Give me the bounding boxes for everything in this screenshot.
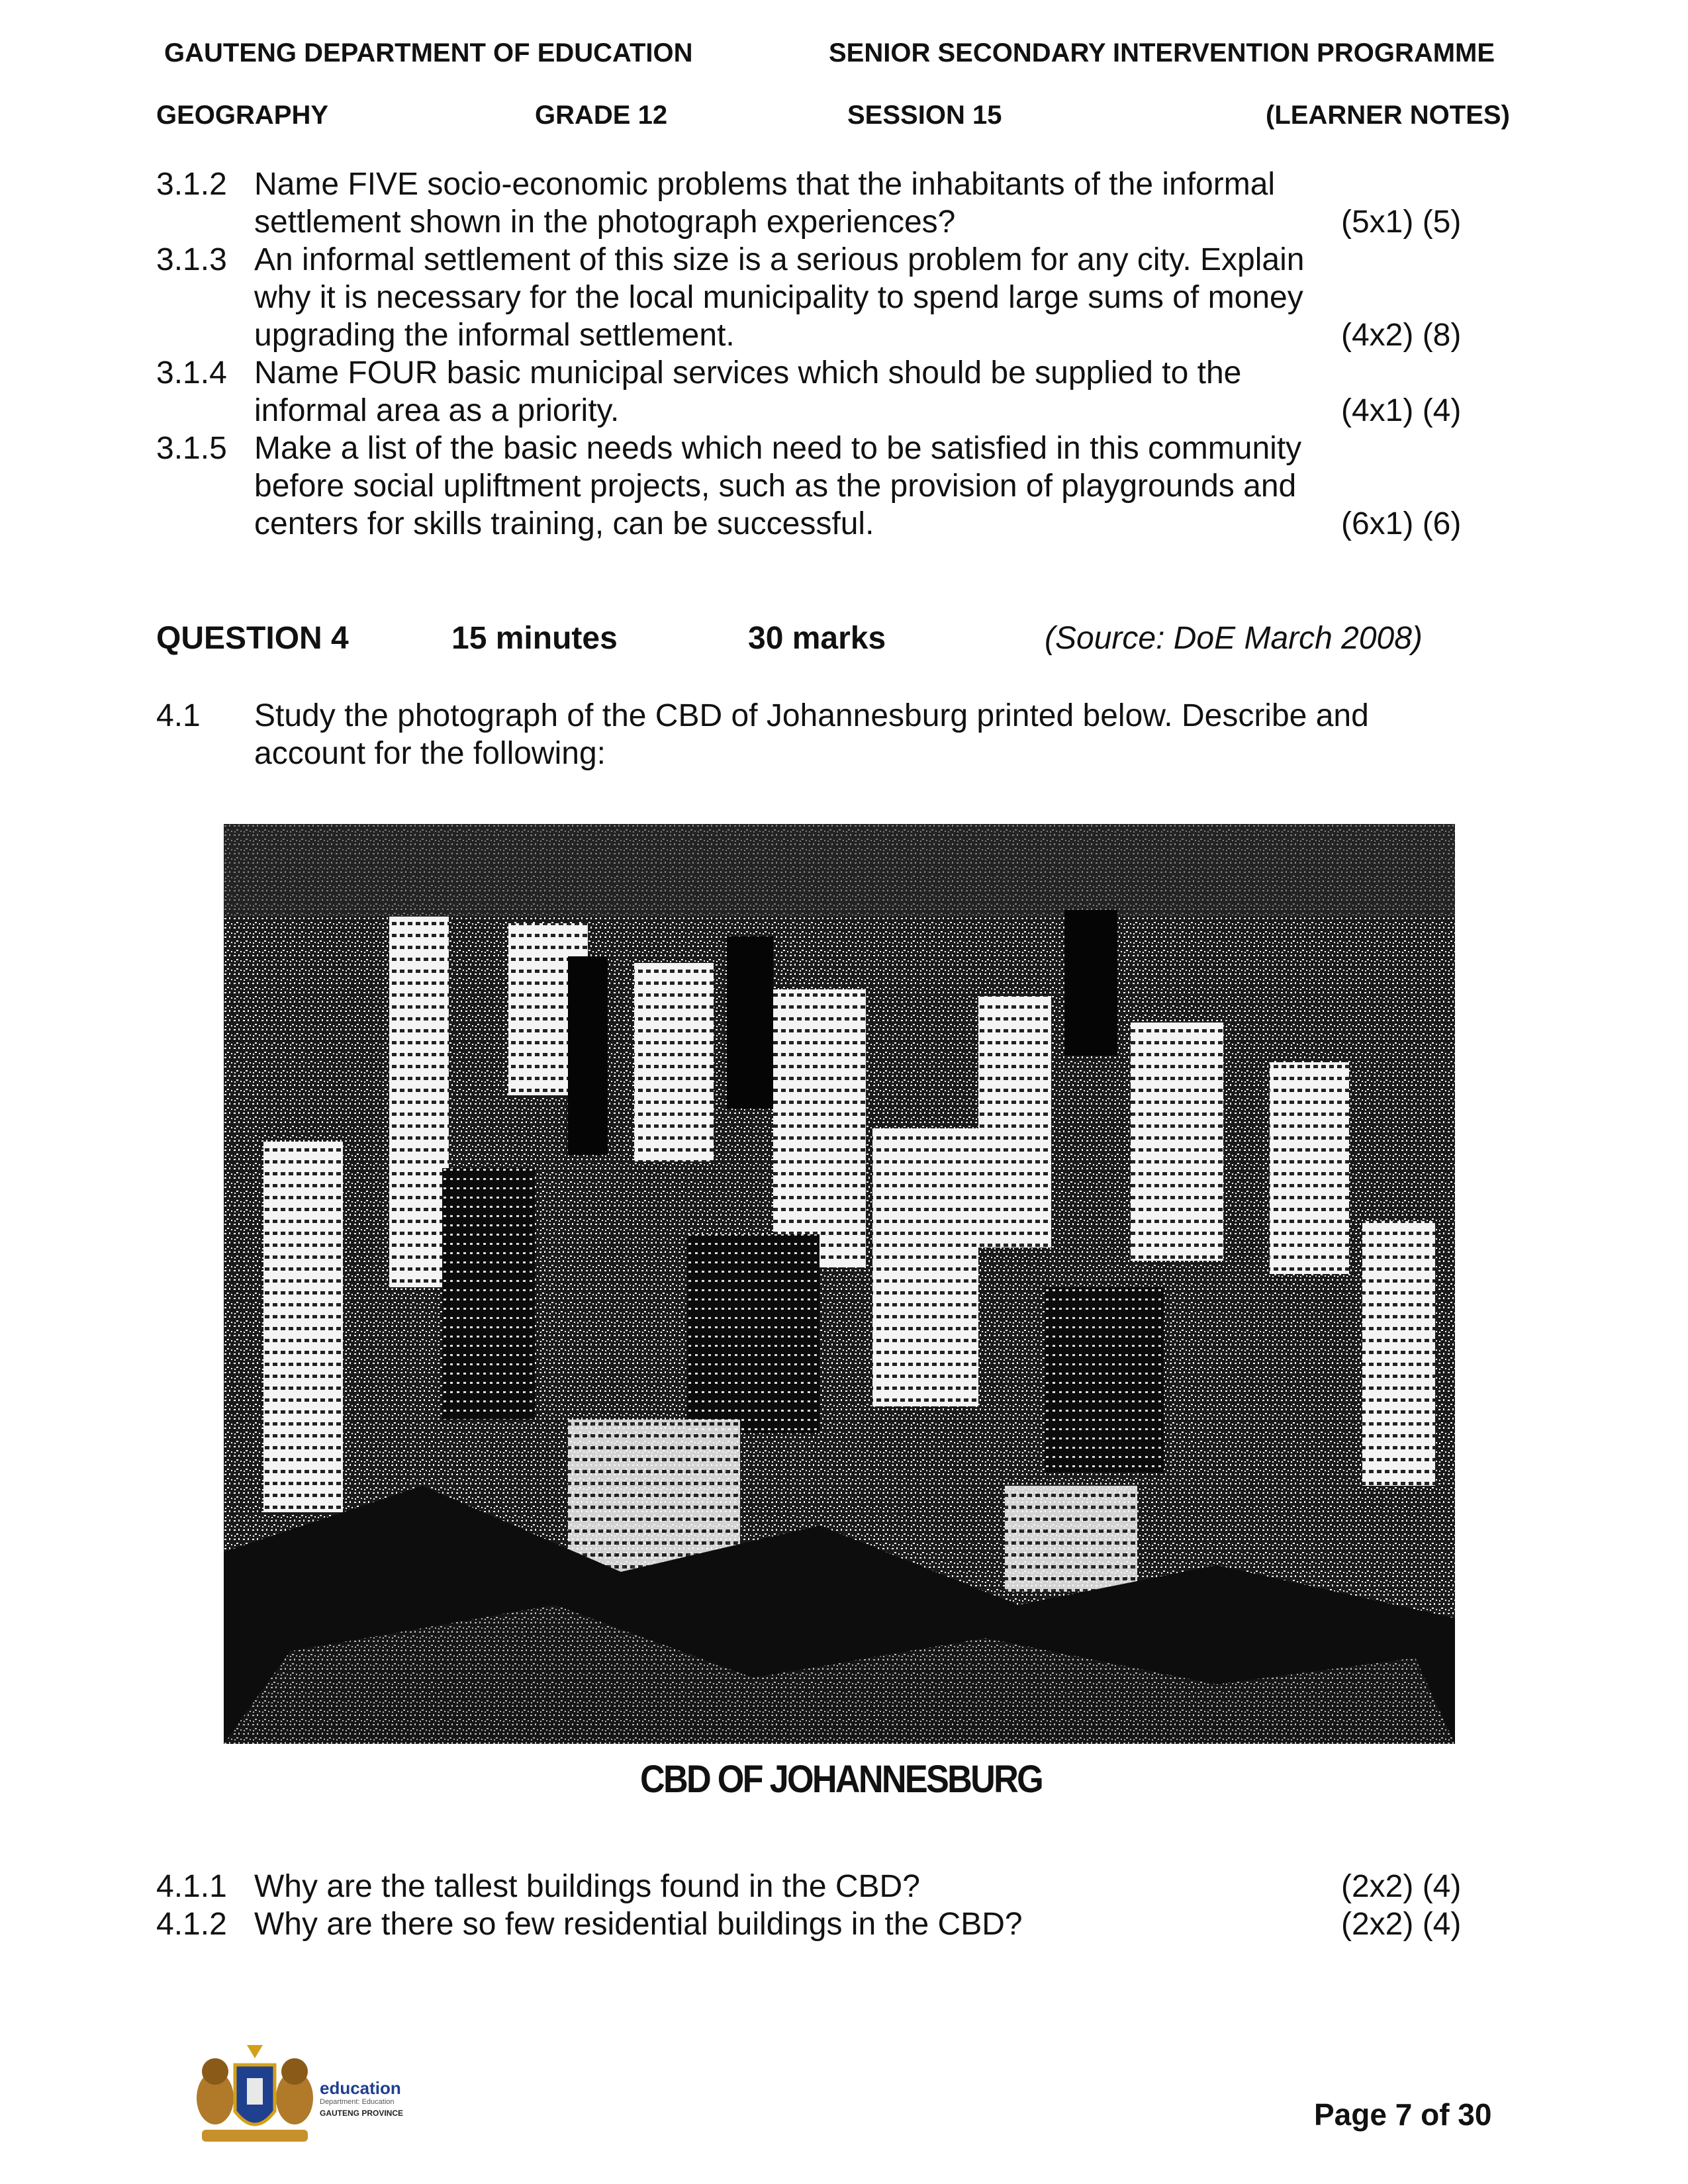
question-line: informal area as a priority. <box>254 393 620 428</box>
question-marks: (2x2) (4) <box>1341 1907 1462 1942</box>
question-line: Name FOUR basic municipal services which should be supplied to the <box>254 355 1242 390</box>
question-marks: (4x1) (4) <box>1341 393 1462 428</box>
logo-name: education <box>320 2078 401 2098</box>
question-marks: (5x1) (5) <box>1341 205 1462 240</box>
logo-sub2: GAUTENG PROVINCE <box>320 2109 404 2118</box>
question-line: Make a list of the basic needs which need to be satisfied in this community <box>254 431 1302 466</box>
question-4-title: QUESTION 4 <box>156 621 349 656</box>
question-number: 4.1.2 <box>156 1907 227 1942</box>
question-number: 3.1.4 <box>156 355 227 390</box>
question-number: 4.1 <box>156 698 201 733</box>
header-department: GAUTENG DEPARTMENT OF EDUCATION <box>164 38 693 68</box>
question-number: 3.1.3 <box>156 242 227 277</box>
question-line: An informal settlement of this size is a serious problem for any city. Explain <box>254 242 1305 277</box>
header-programme: SENIOR SECONDARY INTERVENTION PROGRAMME <box>829 38 1495 68</box>
photo-caption: CBD OF JOHANNESBURG <box>639 1758 1043 1801</box>
question-line: settlement shown in the photograph experiences? <box>254 205 956 240</box>
question-4-time: 15 minutes <box>451 621 618 656</box>
logo-sub1: Department: Education <box>320 2098 395 2106</box>
page-number: Page 7 of 30 <box>1314 2097 1492 2132</box>
header-notes: (LEARNER NOTES) <box>1266 101 1510 130</box>
question-text: Why are there so few residential buildings in the CBD? <box>254 1907 1023 1942</box>
question-number: 3.1.2 <box>156 167 227 202</box>
question-line: account for the following: <box>254 736 606 771</box>
question-line: why it is necessary for the local municipality to spend large sums of money <box>254 280 1303 315</box>
question-number: 4.1.1 <box>156 1869 227 1904</box>
question-line: upgrading the informal settlement. <box>254 318 735 353</box>
question-4-source: (Source: DoE March 2008) <box>1045 621 1423 656</box>
question-marks: (2x2) (4) <box>1341 1869 1462 1904</box>
gauteng-education-logo <box>189 2038 440 2158</box>
question-line: centers for skills training, can be successful. <box>254 506 874 541</box>
header-grade: GRADE 12 <box>535 101 668 130</box>
question-4-marks: 30 marks <box>748 621 886 656</box>
question-line: Name FIVE socio-economic problems that the inhabitants of the informal <box>254 167 1276 202</box>
question-marks: (6x1) (6) <box>1341 506 1462 541</box>
question-marks: (4x2) (8) <box>1341 318 1462 353</box>
question-line: Study the photograph of the CBD of Johannesburg printed below. Describe and <box>254 698 1369 733</box>
header-subject: GEOGRAPHY <box>156 101 329 130</box>
question-line: before social upliftment projects, such as the provision of playgrounds and <box>254 469 1297 504</box>
question-number: 3.1.5 <box>156 431 227 466</box>
cbd-photograph <box>224 824 1455 1744</box>
question-text: Why are the tallest buildings found in the CBD? <box>254 1869 920 1904</box>
header-session: SESSION 15 <box>847 101 1002 130</box>
